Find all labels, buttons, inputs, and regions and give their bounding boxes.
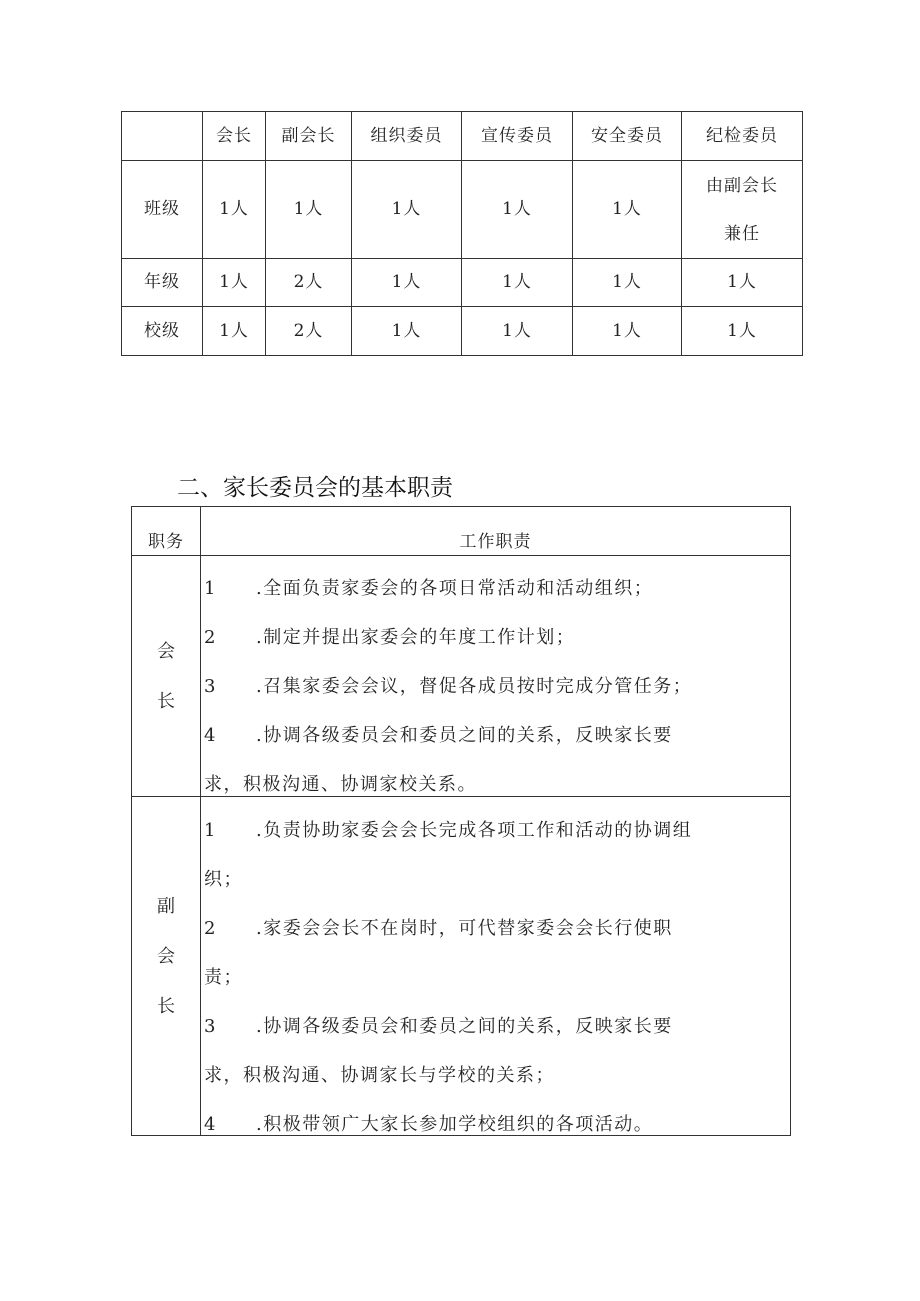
table-cell: 1人 [682,259,803,307]
row-label: 班级 [122,161,203,259]
table-cell: 2人 [266,259,352,307]
duty-text: .积极带领广大家长参加学校组织的各项活动。 [256,1114,654,1135]
duty-text: .协调各级委员会和委员之间的关系，反映家长要 [256,725,673,746]
table-row-school-level [122,307,803,356]
header-cell-organization: 组织委员 [352,112,462,161]
duty-line [204,904,784,953]
duty-text: 求，积极沟通、协调家校关系。 [204,774,477,795]
duty-text: 求，积极沟通、协调家长与学校的关系； [204,1065,555,1086]
duty-text: 织； [204,869,243,890]
table-header-row [122,112,803,161]
table-cell: 1人 [573,307,682,356]
duty-text: 责； [204,967,243,988]
table-cell: 1人 [352,259,462,307]
column-divider [200,507,201,1135]
duty-number: 3 [204,676,216,697]
duty-line [204,1051,784,1100]
duty-line [204,1002,784,1051]
table-cell: 1人 [266,161,352,259]
duty-line [204,760,784,809]
table-cell: 1人 [203,259,266,307]
president-duties [204,564,784,809]
role-char: 长 [157,996,175,1017]
role-president [132,627,200,727]
duties-table [131,506,791,1136]
header-role: 职务 [148,532,184,552]
row-label: 年级 [122,259,203,307]
duty-line [204,564,784,613]
duty-line [204,613,784,662]
cell-line: 兼任 [724,223,760,244]
table-cell: 1人 [573,259,682,307]
role-char: 会 [157,641,175,662]
duty-line [204,855,784,904]
cell-line: 由副会长 [706,175,778,196]
header-cell-empty [122,112,203,161]
duty-number: 1 [204,578,216,599]
duty-line [204,953,784,1002]
duty-number: 4 [204,1114,216,1135]
header-cell-president: 会长 [203,112,266,161]
header-cell-vice-president: 副会长 [266,112,352,161]
duty-text: .召集家委会会议，督促各成员按时完成分管任务； [256,676,693,697]
role-vice-president [132,882,200,1032]
table-cell: 1人 [203,307,266,356]
duty-line [204,1100,784,1149]
table-cell: 2人 [266,307,352,356]
table-cell: 1人 [462,307,573,356]
duty-number: 4 [204,725,216,746]
duty-line [204,711,784,760]
table-row-class-level [122,161,803,259]
row-label: 校级 [122,307,203,356]
role-char: 长 [157,691,175,712]
duty-text: .负责协助家委会会长完成各项工作和活动的协调组 [256,820,693,841]
row-divider [132,555,790,556]
duty-number: 3 [204,1016,216,1037]
duty-text: .协调各级委员会和委员之间的关系，反映家长要 [256,1016,673,1037]
role-char: 会 [157,946,175,967]
table-cell: 1人 [352,307,462,356]
duty-text: .制定并提出家委会的年度工作计划； [256,627,576,648]
table-cell: 1人 [682,307,803,356]
header-duty: 工作职责 [459,532,532,552]
committee-composition-table [121,111,803,356]
duty-line [204,662,784,711]
duty-number: 2 [204,918,216,939]
table-row-grade-level [122,259,803,307]
duty-text: .全面负责家委会的各项日常活动和活动组织； [256,578,654,599]
section-title: 二、家长委员会的基本职责 [177,475,453,501]
header-cell-discipline: 纪检委员 [682,112,803,161]
table-cell-concurrent [682,161,803,259]
header-cell-publicity: 宣传委员 [462,112,573,161]
table-cell: 1人 [352,161,462,259]
role-char: 副 [157,896,175,917]
table-cell: 1人 [203,161,266,259]
table-cell: 1人 [462,161,573,259]
table-cell: 1人 [462,259,573,307]
duty-line [204,806,784,855]
duty-number: 2 [204,627,216,648]
duty-text: .家委会会长不在岗时，可代替家委会会长行使职 [256,918,673,939]
duty-number: 1 [204,820,216,841]
vice-president-duties [204,806,784,1149]
header-cell-safety: 安全委员 [573,112,682,161]
table-cell: 1人 [573,161,682,259]
